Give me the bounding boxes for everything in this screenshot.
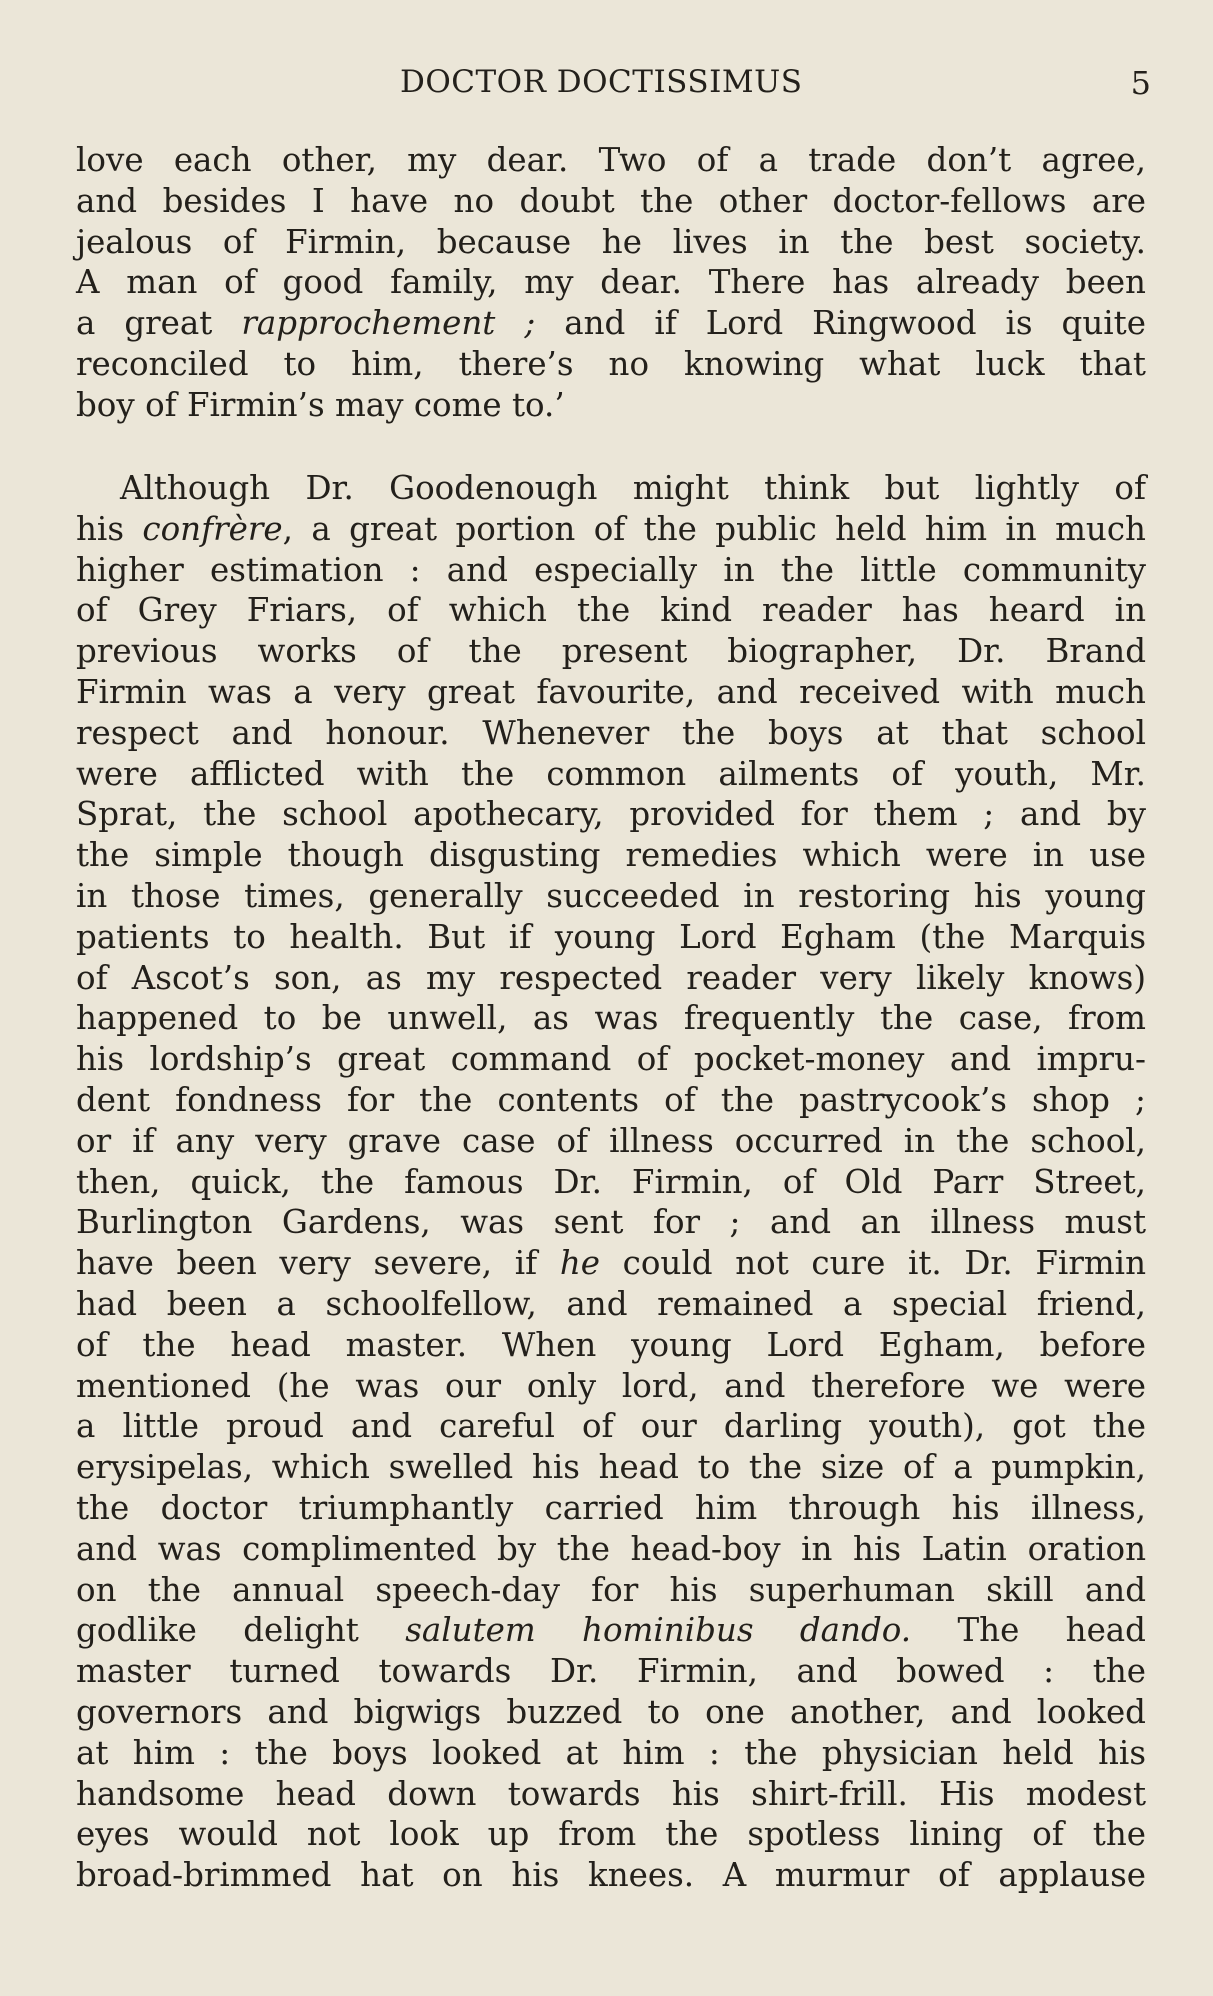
text-line: higher estimation : and especially in the little community <box>76 550 1146 589</box>
text-line: Sprat, the school apothecary, provided for them ; and by <box>76 795 1146 834</box>
text-line: governors and bigwigs buzzed to one another, and looked <box>76 1692 1146 1731</box>
text-line: happened to be unwell, as was frequently the case, from <box>76 999 1146 1038</box>
text-line: erysipelas, which swelled his head to the size of a pumpkin, <box>76 1448 1146 1487</box>
text-line: the simple though disgusting remedies which were in use <box>76 836 1146 875</box>
page-number: 5 <box>1130 64 1151 102</box>
text-line: in those times, generally succeeded in restoring his young <box>76 876 1146 915</box>
text-segment: have been very severe, if <box>76 1244 560 1283</box>
text-line: reconciled to him, there’s no knowing what luck that <box>76 344 1146 383</box>
text-line: dent fondness for the contents of the pastrycook’s shop ; <box>76 1080 1146 1119</box>
text-line: A man of good family, my dear. There has already been <box>76 263 1146 302</box>
text-line <box>76 1243 1146 1284</box>
text-line: mentioned (he was our only lord, and therefore we were <box>76 1366 1146 1405</box>
text-segment: The head <box>911 1611 1146 1650</box>
text-line: or if any very grave case of illness occurred in the school, <box>76 1121 1146 1160</box>
text-line: had been a schoolfellow, and remained a special friend, <box>76 1284 1146 1323</box>
text-line: eyes would not look up from the spotless lining of the <box>76 1815 1146 1854</box>
text-line: and was complimented by the head-boy in his Latin oration <box>76 1529 1146 1568</box>
text-line: at him : the boys looked at him : the physician held his <box>76 1733 1146 1772</box>
text-line: previous works of the present biographer, Dr. Brand <box>76 632 1146 671</box>
text-line: Although Dr. Goodenough might think but lightly of <box>120 469 1146 507</box>
text-line: were afflicted with the common ailments of youth, Mr. <box>76 754 1146 793</box>
text-line: broad-brimmed hat on his knees. A murmur of applause <box>76 1856 1146 1895</box>
text-line: boy of Firmin’s may come to.’ <box>76 385 565 424</box>
paragraph-1 <box>76 140 1146 426</box>
text-line: respect and honour. Whenever the boys at that school <box>76 713 1146 752</box>
text-line: handsome head down towards his shirt-frill. His modest <box>76 1774 1146 1813</box>
text-line <box>76 303 1146 344</box>
italic-phrase: confrère <box>142 509 283 548</box>
text-line: Burlington Gardens, was sent for ; and an illness must <box>76 1203 1146 1242</box>
text-segment: godlike delight <box>76 1611 406 1650</box>
text-line <box>76 509 1146 550</box>
text-line: then, quick, the famous Dr. Firmin, of Old Parr Street, <box>76 1162 1146 1201</box>
text-line: and besides I have no doubt the other doctor-fellows are <box>76 181 1146 220</box>
text-line: patients to health. But if young Lord Egham (the Marquis <box>76 917 1146 956</box>
text-segment: and if Lord Ringwood is quite <box>535 304 1146 343</box>
text-line: jealous of Firmin, because he lives in the best society. <box>76 222 1146 261</box>
text-line: a little proud and careful of our darling youth), got the <box>76 1407 1146 1446</box>
text-line: his lordship’s great command of pocket-money and impru- <box>76 1040 1146 1079</box>
italic-phrase: he <box>559 1244 601 1283</box>
text-segment: , a great portion of the public held him in much <box>282 509 1146 548</box>
text-line: the doctor triumphantly carried him through his illness, <box>76 1488 1146 1527</box>
text-segment: a great <box>76 304 242 343</box>
text-line <box>76 1610 1146 1651</box>
italic-phrase: rapprochement ; <box>241 304 536 343</box>
text-line: of Grey Friars, of which the kind reader has heard in <box>76 591 1146 630</box>
text-line: Firmin was a very great favourite, and received with much <box>76 672 1146 711</box>
text-line: of Ascot’s son, as my respected reader very likely knows) <box>76 958 1146 997</box>
text-line: love each other, my dear. Two of a trade don’t agree, <box>76 141 1146 179</box>
text-segment: could not cure it. Dr. Firmin <box>600 1244 1146 1283</box>
running-title: DOCTOR DOCTISSIMUS <box>400 64 803 100</box>
text-line: on the annual speech-day for his superhuman skill and <box>76 1570 1146 1609</box>
paragraph-2 <box>76 468 1146 1896</box>
text-segment: his <box>76 509 143 548</box>
text-line: of the head master. When young Lord Egham, before <box>76 1325 1146 1364</box>
text-line: master turned towards Dr. Firmin, and bowed : the <box>76 1652 1146 1691</box>
italic-phrase: salutem hominibus dando. <box>405 1611 912 1650</box>
